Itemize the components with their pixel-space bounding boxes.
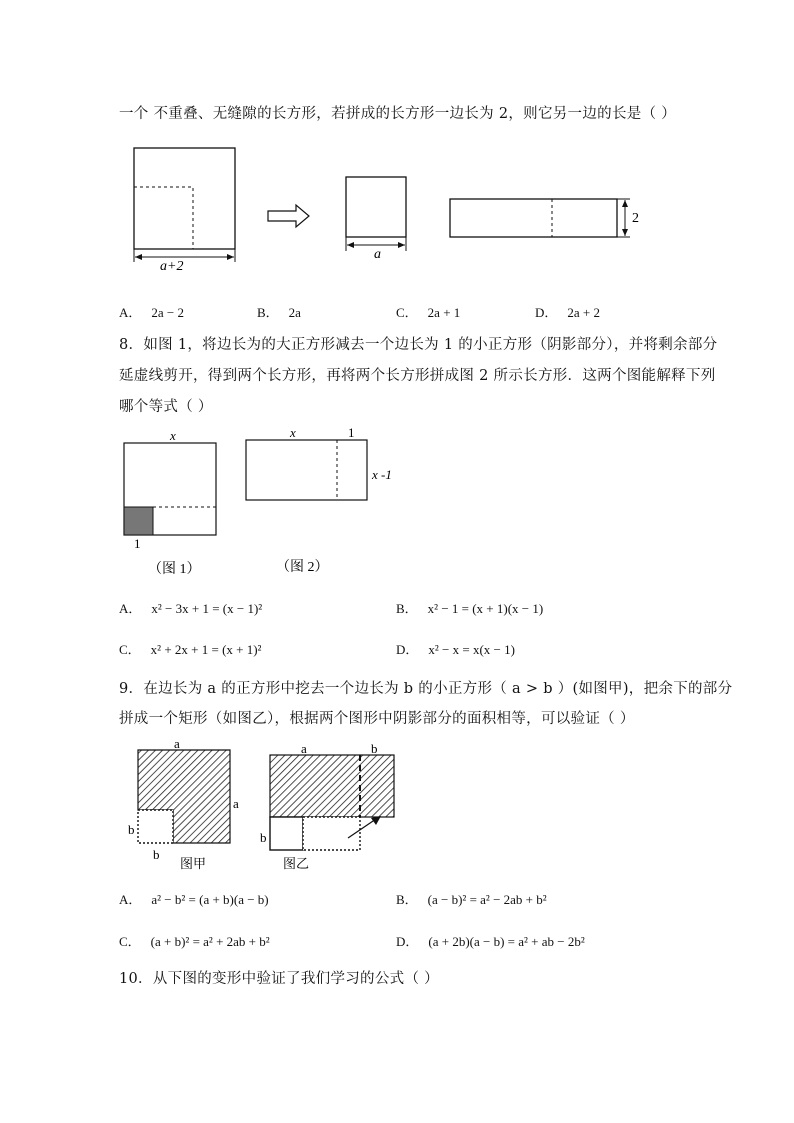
q7-option-c[interactable]: C． 2a + 1 (396, 305, 461, 320)
q9-figB-top-b: b (371, 741, 378, 756)
q8-stem-line3: 哪个等式（ ） (119, 399, 213, 415)
q8-option-b[interactable]: B． x² − 1 = (x + 1)(x − 1) (396, 601, 544, 616)
q8-option-a[interactable]: A． x² − 3x + 1 = (x − 1)² (119, 601, 263, 616)
q9-figA-bottom-b: b (153, 847, 160, 862)
q8-option-c[interactable]: C． x² + 2x + 1 = (x + 1)² (119, 642, 262, 657)
q9-figA-caption: 图甲 (180, 856, 207, 871)
q7-option-d[interactable]: D． 2a + 2 (535, 305, 600, 320)
q9-option-c[interactable]: C． (a + b)² = a² + 2ab + b² (119, 934, 270, 949)
q7-stem: 一个 不重叠、无缝隙的长方形，若拼成的长方形一边长为 2，则它另一边的长是（ ） (119, 106, 677, 122)
q9-figA-top-a: a (174, 736, 180, 751)
q9-option-d[interactable]: D． (a + 2b)(a − b) = a² + ab − 2b² (396, 934, 585, 949)
q8-stem-line1: 8．如图 1，将边长为的大正方形减去一个边长为 1 的小正方形（阴影部分），并将剩余部分 (119, 337, 718, 353)
q10-stem: 10．从下图的变形中验证了我们学习的公式（ ） (119, 971, 439, 987)
q7-option-b[interactable]: B． 2a (257, 305, 301, 320)
q7-side-label: 2 (632, 211, 639, 226)
q9-stem-line2: 拼成一个矩形（如图乙），根据两个图形中阴影部分的面积相等，可以验证（ ） (119, 711, 635, 727)
q8-option-d[interactable]: D． x² − x = x(x − 1) (396, 642, 515, 657)
q8-fig1-caption: （图 1） (148, 562, 201, 577)
q8-fig2-caption: （图 2） (276, 560, 329, 575)
q7-option-a[interactable]: A． 2a − 2 (119, 305, 184, 320)
q9-figB-caption: 图乙 (283, 856, 310, 871)
q9-figB-top-a: a (301, 741, 307, 756)
q9-option-b[interactable]: B． (a − b)² = a² − 2ab + b² (396, 892, 547, 907)
q8-fig1-top-label: x (170, 428, 176, 443)
q7-small-label: a (374, 247, 381, 262)
q9-figB-left-b: b (260, 830, 267, 845)
q9-stem-line1: 9．在边长为 a 的正方形中挖去一个边长为 b 的小正方形（ a > b ）(如图甲)，把余下的部分 (119, 681, 733, 697)
q7-big-label: a+2 (160, 259, 184, 274)
q8-fig2-right-label: x -1 (372, 467, 392, 482)
q8-fig1-bottom-label: 1 (134, 536, 141, 551)
q8-stem-line2: 延虚线剪开，得到两个长方形，再将两个长方形拼成图 2 所示长方形．这两个图能解释下列 (119, 368, 716, 384)
q9-figA-right-a: a (233, 796, 239, 811)
q8-fig2-top-1: 1 (348, 425, 355, 440)
q9-figA-left-b: b (128, 822, 135, 837)
q9-option-a[interactable]: A． a² − b² = (a + b)(a − b) (119, 892, 269, 907)
q8-fig2-top-x: x (290, 425, 296, 440)
